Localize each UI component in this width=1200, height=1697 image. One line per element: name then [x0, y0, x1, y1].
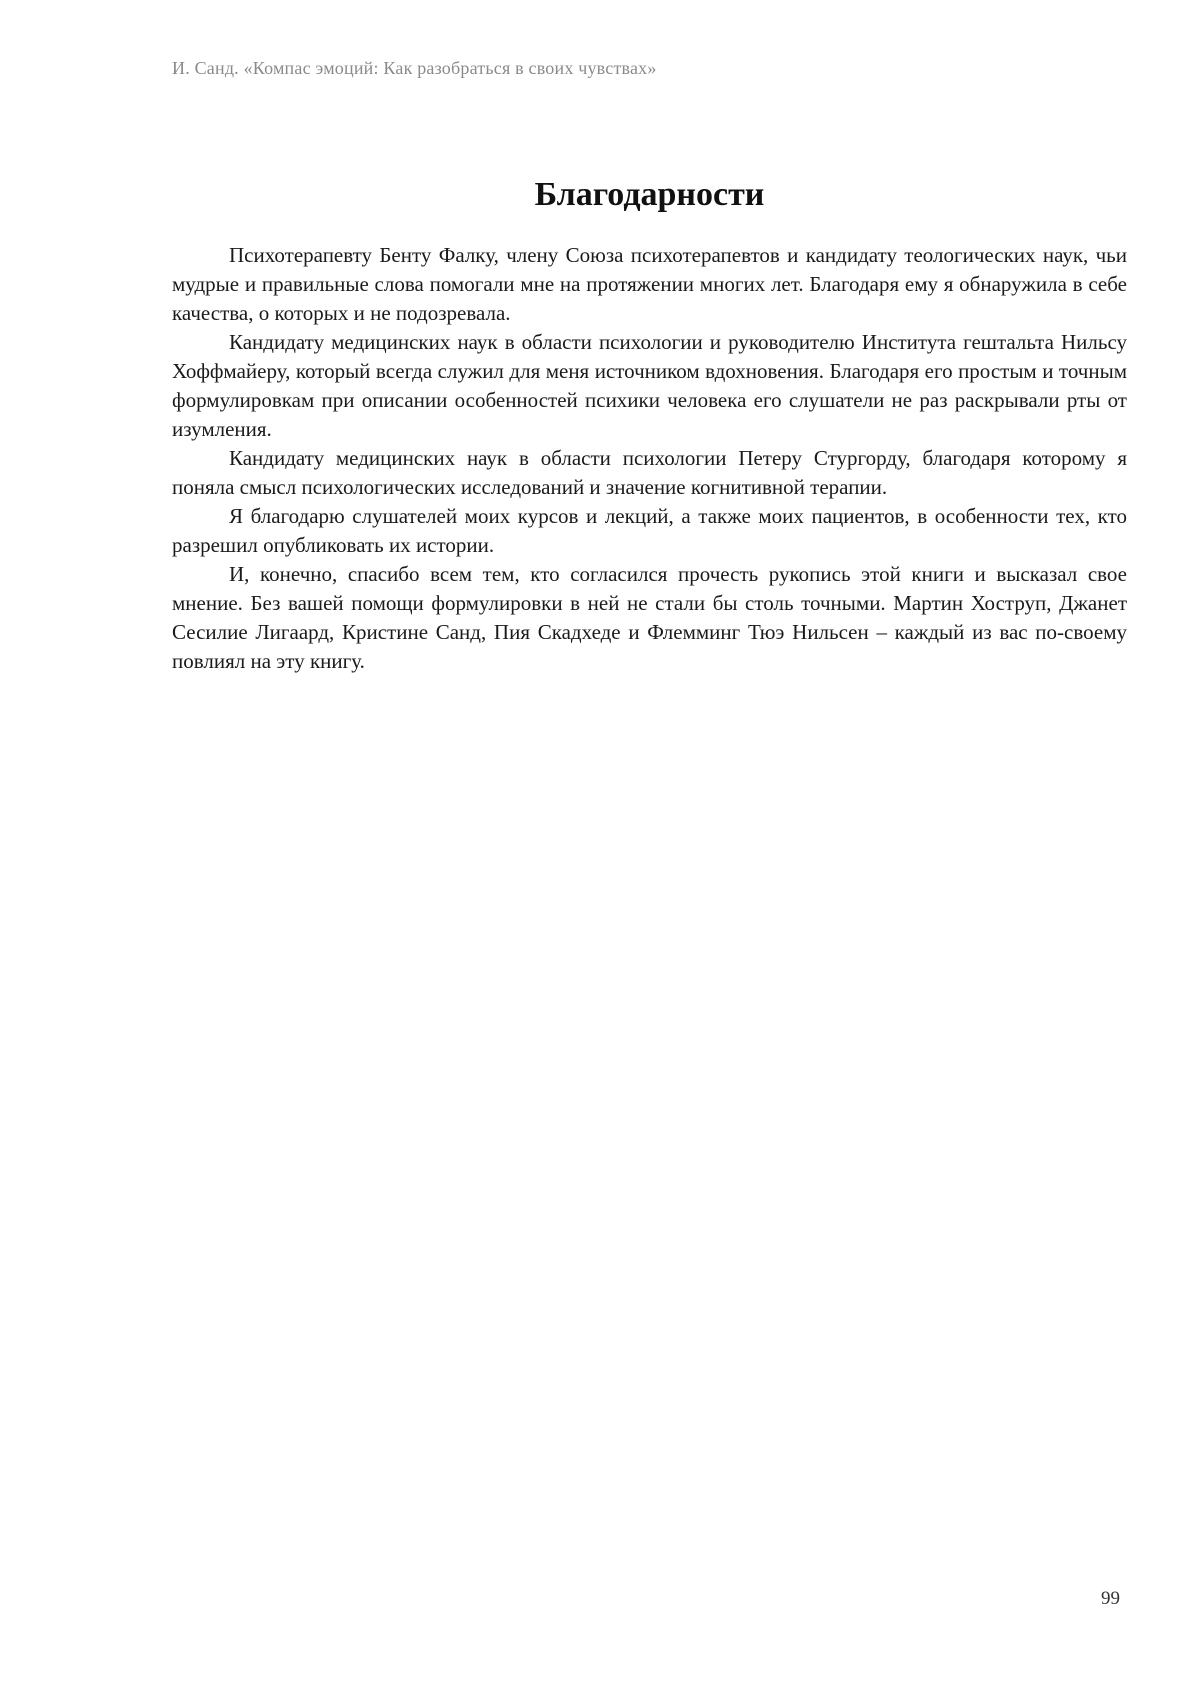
chapter-title: Благодарности — [534, 176, 765, 213]
page-number: 99 — [1101, 1588, 1120, 1609]
body-text — [172, 241, 1127, 676]
paragraph: И, конечно, спасибо всем тем, кто согласился прочесть рукопись этой книги и высказал свое мнение. Без вашей помощи формулировки в ней не стали бы столь точными. Мартин Хоструп, Джанет Сесилие Лигаард, Кристине Санд, Пия Скадхеде и Флемминг Тюэ Нильсен – каждый из вас по-своему повлиял на эту книгу. — [172, 562, 1127, 673]
paragraph: Психотерапевту Бенту Фалку, члену Союза психотерапевтов и кандидату теологических наук, чьи мудрые и правильные слова помогали мне на протяжении многих лет. Благодаря ему я обнаружила в себе качества, о которых и не подозревала. — [172, 243, 1127, 325]
paragraph: Я благодарю слушателей моих курсов и лекций, а также моих пациентов, в особенности тех, кто разрешил опубликовать их истории. — [172, 504, 1127, 557]
running-header: И. Санд. «Компас эмоций: Как разобраться в своих чувствах» — [172, 58, 657, 78]
paragraph: Кандидату медицинских наук в области психологии и руководителю Института гештальта Нильсу Хоффмайеру, который всегда служил для меня источником вдохновения. Благодаря его простым и точным формулировкам при описании особенностей психики человека его слушатели не раз раскрывали рты от изумления. — [172, 330, 1127, 441]
paragraph: Кандидату медицинских наук в области психологии Петеру Стургорду, благодаря которому я поняла смысл психологических исследований и значение когнитивной терапии. — [172, 446, 1127, 499]
